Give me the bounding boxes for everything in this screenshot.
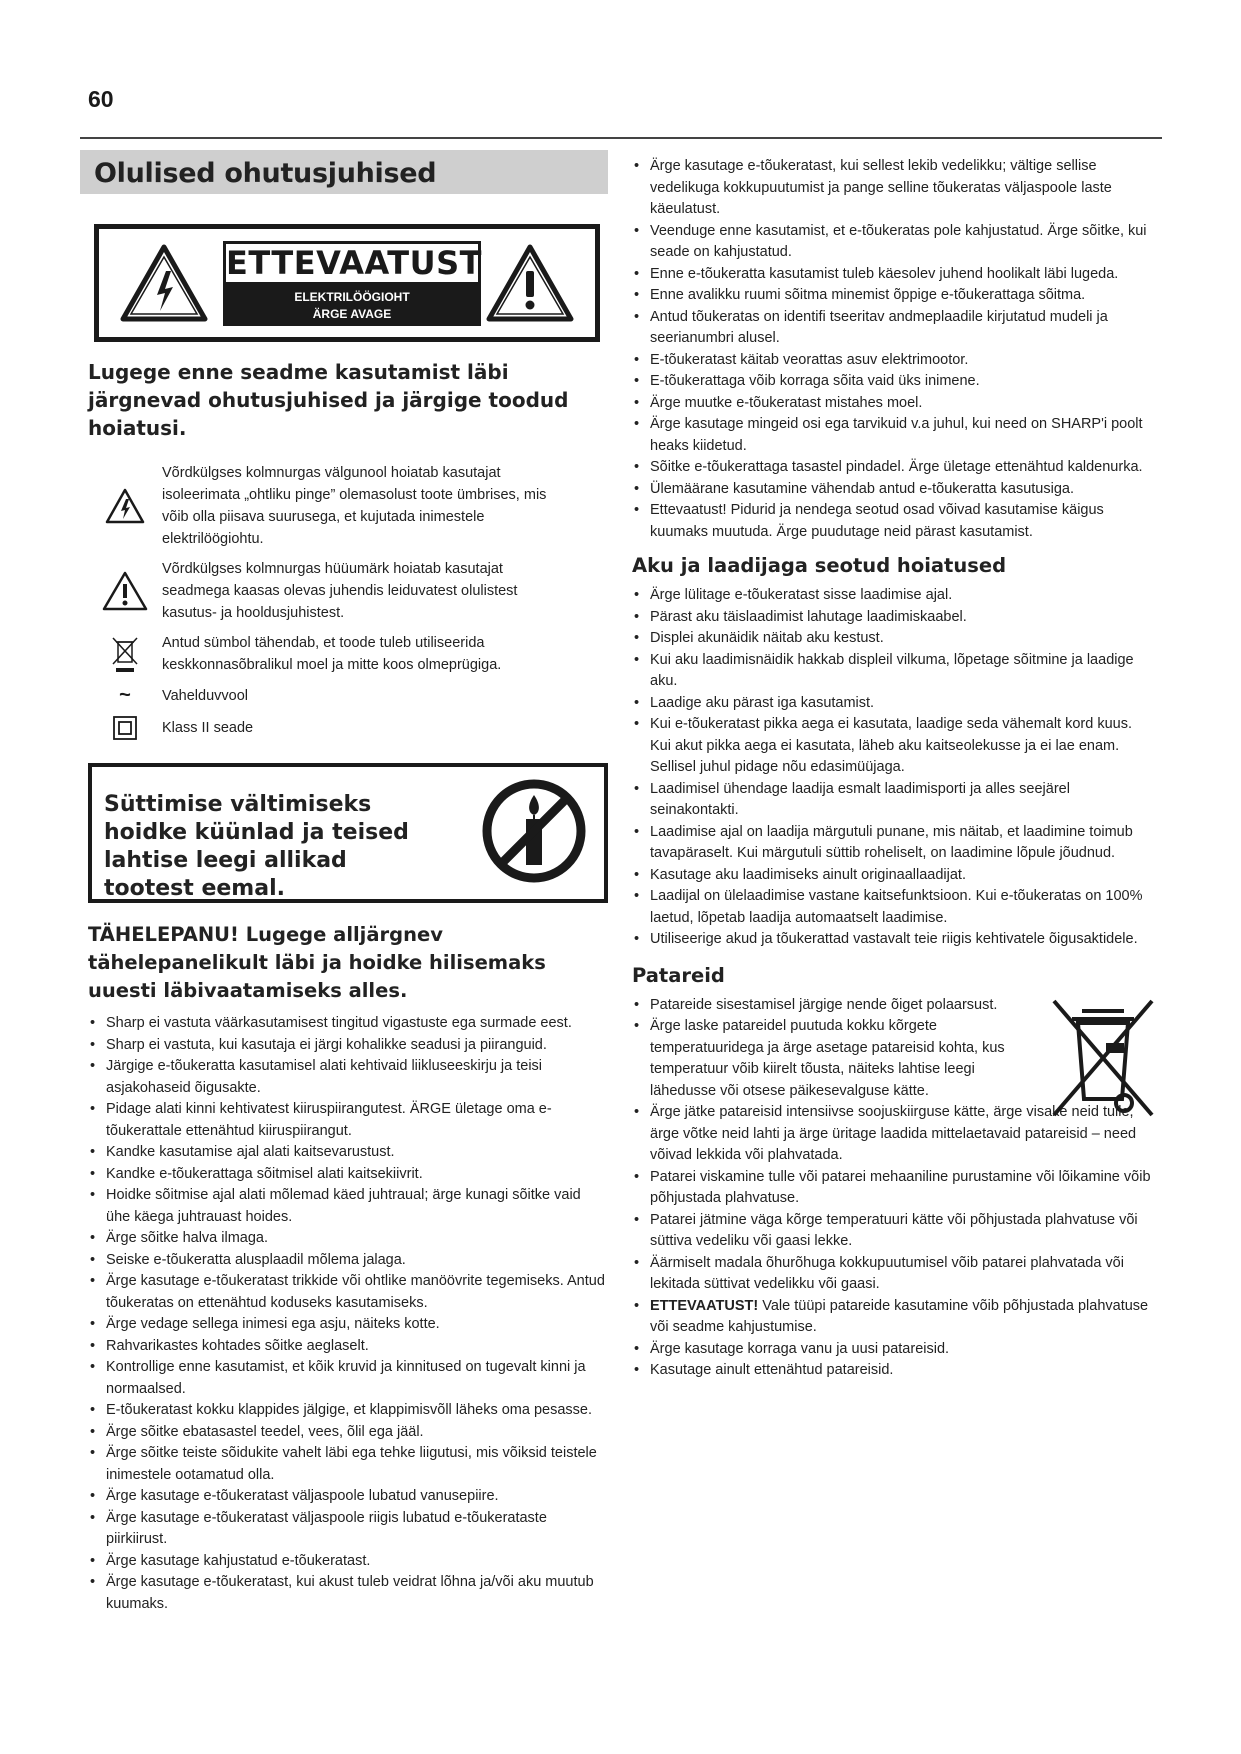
double-square-icon bbox=[88, 715, 162, 741]
list-item: • Patarei jätmine väga kõrge temperatuuri kätte või põhjustada plahvatuse või süttiva vedeliku või gaasi lekke. bbox=[632, 1210, 1152, 1253]
list-item: • Pärast aku täislaadimist lahutage laadimiskaabel. bbox=[632, 607, 1152, 629]
list-item: • Patarei viskamine tulle või patarei mehaaniline purustamine või lõikamine võib põhjustada plahvatuse. bbox=[632, 1167, 1152, 1210]
section-title: Olulised ohutusjuhised bbox=[94, 158, 437, 189]
symbol-text: Klass II seade bbox=[162, 720, 254, 736]
exclamation-triangle-icon bbox=[88, 571, 162, 611]
tilde-icon bbox=[88, 684, 162, 707]
list-item: • Laadijal on ülelaadimise vastane kaitsefunktsioon. Kui e-tõukeratas on 100% laetud, lõpetab laadija automaatselt laadimise. bbox=[632, 886, 1152, 929]
list-item: • Kandke e-tõukerattaga sõitmisel alati kaitsekiivrit. bbox=[88, 1164, 608, 1186]
section-banner bbox=[80, 150, 608, 194]
list-item: • Displei akunäidik näitab aku kestust. bbox=[632, 628, 1152, 650]
battery-heading: Patareid bbox=[632, 963, 725, 987]
list-item: • Patareide sisestamisel järgige nende õiget polaarsust. bbox=[632, 995, 1010, 1017]
list-item: • E-tõukeratast kokku klappides jälgige, et klappimisvõll läheks oma pesasse. bbox=[88, 1400, 608, 1422]
list-item: • Sõitke e-tõukerattaga tasastel pindadel. Ärge ületage ettenähtud kaldenurka. bbox=[632, 457, 1152, 479]
exclamation-warning-icon bbox=[485, 243, 575, 328]
list-item: • Kontrollige enne kasutamist, et kõik kruvid ja kinnitused on tugevalt kinni ja normaalsed. bbox=[88, 1357, 608, 1400]
symbol-row bbox=[88, 462, 608, 550]
flame-warning-box bbox=[88, 763, 608, 903]
list-item: • Sharp ei vastuta, kui kasutaja ei järgi kohalikke seadusi ja piiranguid. bbox=[88, 1035, 608, 1057]
caution-line-2: ÄRGE AVAGE bbox=[312, 307, 392, 321]
list-item: • Äärmiselt madala õhurõhuga kokkupuutumisel võib patarei plahvatada või lekitada süttivat vedelikku või gaasi. bbox=[632, 1253, 1152, 1296]
caution-title: ETTEVAATUST bbox=[223, 241, 481, 285]
list-item: • Seiske e-tõukeratta alusplaadil mõlema jalaga. bbox=[88, 1250, 608, 1272]
caution-line-1: ELEKTRILÖÖGIOHT bbox=[294, 290, 410, 304]
list-item: • Kasutage ainult ettenähtud patareisid. bbox=[632, 1360, 1152, 1382]
list-item: • Rahvarikastes kohtades sõitke aeglaselt. bbox=[88, 1336, 608, 1358]
list-item: • Enne avalikku ruumi sõitma minemist õppige e-tõukerattaga sõitma. bbox=[632, 285, 1152, 307]
list-item: • Järgige e-tõukeratta kasutamisel alati kehtivaid liikluseeskirju ja teisi asjakohaseid õigusakte. bbox=[88, 1056, 608, 1099]
list-item: • Hoidke sõitmise ajal alati mõlemad käed juhtraual; ärge kunagi sõitke vaid ühe käega juhtrauast hoides. bbox=[88, 1185, 608, 1228]
list-item: • Ärge kasutage e-tõukeratast, kui sellest lekib vedelikku; vältige sellise vedelikuga kokkupuutumist ja pange selline tõukeratas väljaspoole laste käeulatust. bbox=[632, 156, 1152, 221]
no-candle-icon bbox=[480, 777, 588, 890]
lightning-warning-icon bbox=[119, 243, 209, 328]
top-rule bbox=[80, 137, 1162, 139]
list-item: • Kasutage aku laadimiseks ainult originaallaadijat. bbox=[632, 865, 1152, 887]
list-item: • Enne e-tõukeratta kasutamist tuleb käesolev juhend hoolikalt läbi lugeda. bbox=[632, 264, 1152, 286]
symbol-text: Võrdkülgses kolmnurgas välgunool hoiatab kasutajat isoleerimata „ohtliku pinge” olemasolust toote ümbrises, mis võib olla piisava suurusega, et kujutada inimestele elektrilöögiohtu. bbox=[162, 465, 547, 547]
list-item: • Ärge sõitke ebatasastel teedel, vees, õlil ega jääl. bbox=[88, 1422, 608, 1444]
list-item: • Ärge vedage sellega inimesi ega asju, näiteks kotte. bbox=[88, 1314, 608, 1336]
list-item: • E-tõukerattaga võib korraga sõita vaid üks inimene. bbox=[632, 371, 1152, 393]
right-column bbox=[632, 156, 1152, 1382]
list-item: • Ärge kasutage e-tõukeratast trikkide või ohtlike manöövrite tegemiseks. Antud tõukeratas on ettenähtud koduseks kasutamiseks. bbox=[88, 1271, 608, 1314]
list-item: • Ärge kasutage e-tõukeratast, kui akust tuleb veidrat lõhna ja/või aku muutub kuumaks. bbox=[88, 1572, 608, 1615]
list-item: • Ärge kasutage korraga vanu ja uusi patareisid. bbox=[632, 1339, 1152, 1361]
flame-warning-text: Süttimise vältimiseks hoidke küünlad ja teised lahtise leegi allikad tootest eemal. bbox=[104, 792, 409, 901]
list-item: • Sharp ei vastuta väärkasutamisest tingitud vigastuste ega surmade eest. bbox=[88, 1013, 608, 1035]
list-item: • Ettevaatust! Pidurid ja nendega seotud osad võivad kasutamise käigus kuumaks muutuda. Ärge puudutage neid pärast kasutamist. bbox=[632, 500, 1152, 543]
symbol-row bbox=[88, 684, 608, 707]
battery-caution-text: Vale tüüpi patareide kasutamine võib põhjustada plahvatuse või seadme kahjustumise. bbox=[650, 1297, 1149, 1335]
page-number: 60 bbox=[88, 86, 114, 112]
list-item: • Veenduge enne kasutamist, et e-tõukeratas pole kahjustatud. Ärge sõitke, kui seade on kahjustatud. bbox=[632, 221, 1152, 264]
left-bullet-list bbox=[88, 1013, 608, 1615]
charger-heading: Aku ja laadijaga seotud hoiatused bbox=[632, 554, 1007, 577]
symbol-row bbox=[88, 558, 608, 624]
symbol-row bbox=[88, 715, 608, 741]
symbol-row bbox=[88, 632, 608, 676]
caution-subtitle bbox=[223, 285, 481, 326]
list-item: • Ärge laske patareidel puutuda kokku kõrgete temperatuuridega ja ärge asetage patareisid kohta, kus temperatuur võib kiirelt tõusta, näiteks lahtise leegi lähedusse või otsese päikesevalguse kätte. bbox=[632, 1016, 1010, 1102]
list-item: • Antud tõukeratas on identifi tseeritav andmeplaadile kirjutatud mudeli ja seerianumbri alusel. bbox=[632, 307, 1152, 350]
list-item: • Kandke kasutamise ajal alati kaitsevarustust. bbox=[88, 1142, 608, 1164]
list-item: • Utiliseerige akud ja tõukerattad vastavalt teie riigis kehtivatele õigusaktidele. bbox=[632, 929, 1152, 951]
list-item: • Ärge lülitage e-tõukeratast sisse laadimise ajal. bbox=[632, 585, 1152, 607]
list-item: • Laadige aku pärast iga kasutamist. bbox=[632, 693, 1152, 715]
list-item: • Ärge sõitke halva ilmaga. bbox=[88, 1228, 608, 1250]
right-bullet-list bbox=[632, 156, 1152, 543]
crossed-bin-icon bbox=[88, 634, 162, 674]
battery-section bbox=[632, 995, 1152, 1382]
list-item: • Ärge jätke patareisid intensiivse soojuskiirguse kätte, ärge visake neid tulle, ärge võtke neid lahti ja ärge üritage laadida mittelaetavaid patareisid – need võivad lekkida või plahvatada. bbox=[632, 1102, 1152, 1167]
list-item: • Laadimise ajal on laadija märgutuli punane, mis näitab, et laadimine toimub tavapäraselt. Kui märgutuli süttib roheliselt, on laadimine lõpule jõudnud. bbox=[632, 822, 1152, 865]
list-item: • Ülemäärane kasutamine vähendab antud e-tõukeratta kasutusiga. bbox=[632, 479, 1152, 501]
charger-bullet-list bbox=[632, 585, 1152, 951]
lead-heading: Lugege enne seadme kasutamist läbi järgnevad ohutusjuhised ja järgige toodud hoiatusi. bbox=[88, 360, 569, 440]
symbol-text: Vahelduvvool bbox=[162, 687, 248, 704]
list-item: • Laadimisel ühendage laadija esmalt laadimisporti ja alles seejärel seinakontakti. bbox=[632, 779, 1152, 822]
caution-label bbox=[223, 241, 481, 326]
list-item: • Pidage alati kinni kehtivatest kiiruspiirangutest. ÄRGE ületage oma e-tõukerattale ettenähtud kiiruspiirangut. bbox=[88, 1099, 608, 1142]
list-item: • Ärge muutke e-tõukeratast mistahes moel. bbox=[632, 393, 1152, 415]
list-item: • Kui e-tõukeratast pikka aega ei kasutata, laadige seda vähemalt kord kuus. Kui akut pikka aega ei kasutata, läheb aku kaitseolekusse ja ei lae enam. Sellisel juhul pidage nõu edasimüüjaga. bbox=[632, 714, 1152, 779]
list-item bbox=[632, 1296, 1152, 1339]
lightning-triangle-icon bbox=[88, 488, 162, 524]
symbol-text: Võrdkülgses kolmnurgas hüüumärk hoiatab kasutajat seadmega kaasas olevas juhendis leiduvatest olulistest kasutus- ja hooldusjuhistest. bbox=[162, 561, 518, 621]
list-item: • Ärge sõitke teiste sõidukite vahelt läbi ega tehke liigutusi, mis võiksid teistele inimestele ootamatud olla. bbox=[88, 1443, 608, 1486]
list-item: • Ärge kasutage e-tõukeratast väljaspoole riigis lubatud e-tõukerataste piirkiirust. bbox=[88, 1508, 608, 1551]
list-item: • Ärge kasutage mingeid osi ega tarvikuid v.a juhul, kui need on SHARP'i poolt heaks kiidetud. bbox=[632, 414, 1152, 457]
left-column bbox=[80, 150, 608, 1615]
list-item: • E-tõukeratast käitab veorattas asuv elektrimootor. bbox=[632, 350, 1152, 372]
note-heading: TÄHELEPANU! Lugege alljärgnev tähelepanelikult läbi ja hoidke hilisemaks uuesti läbivaatamiseks alles. bbox=[88, 923, 546, 1002]
symbol-text: Antud sümbol tähendab, et toode tuleb utiliseerida keskkonnasõbralikul moel ja mitte koos olmeprügiga. bbox=[162, 635, 502, 673]
tilde-glyph: ~ bbox=[119, 684, 131, 706]
battery-caution-label: ETTEVAATUST! bbox=[650, 1297, 759, 1314]
list-item: • Ärge kasutage kahjustatud e-tõukeratast. bbox=[88, 1551, 608, 1573]
list-item: • Kui aku laadimisnäidik hakkab displeil vilkuma, lõpetage sõitmine ja laadige aku. bbox=[632, 650, 1152, 693]
caution-box bbox=[94, 224, 600, 342]
list-item: • Ärge kasutage e-tõukeratast väljaspoole lubatud vanusepiire. bbox=[88, 1486, 608, 1508]
